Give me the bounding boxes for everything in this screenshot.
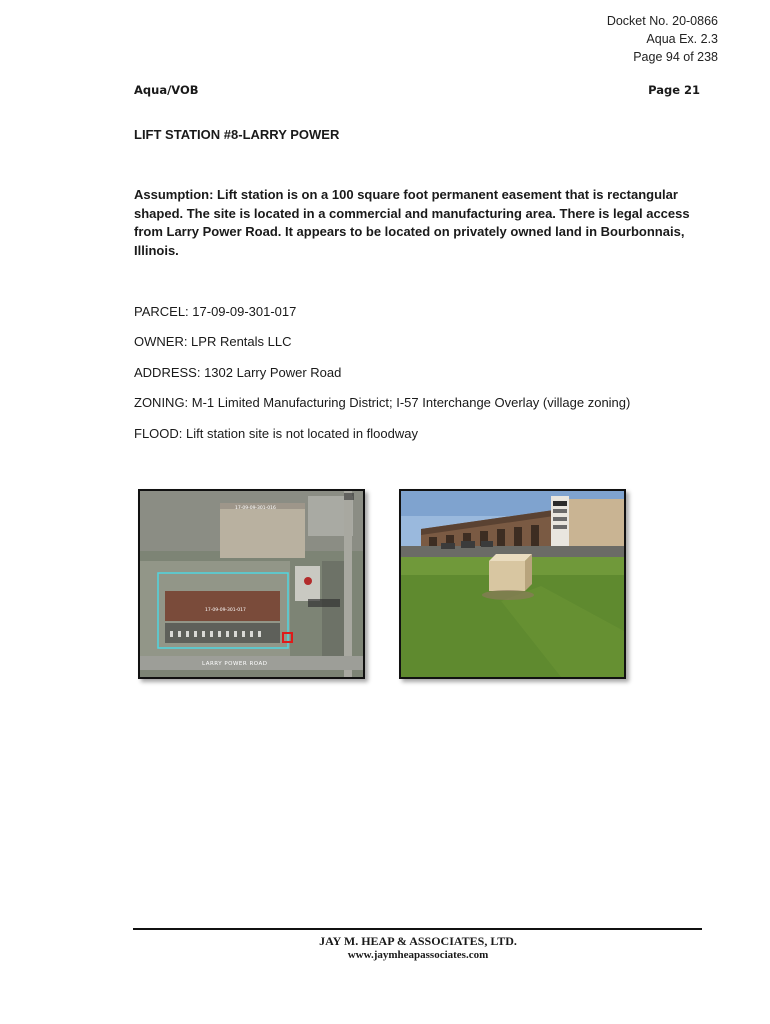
aerial-map-image <box>138 489 365 679</box>
footer-divider <box>133 928 702 930</box>
owner-field: OWNER: LPR Rentals LLC <box>134 334 292 349</box>
parcel-field: PARCEL: 17-09-09-301-017 <box>134 304 297 319</box>
flood-field: FLOOD: Lift station site is not located in floodway <box>134 426 418 441</box>
report-page-number: Page 21 <box>648 83 700 97</box>
docket-page-number: Page 94 of 238 <box>633 50 718 64</box>
docket-block <box>607 12 718 66</box>
aerial-label-road: LARRY POWER ROAD <box>202 661 268 667</box>
docket-number: Docket No. 20-0866 <box>606 14 718 28</box>
aerial-map-drawing <box>140 491 363 677</box>
lift-station-photo-drawing <box>401 491 624 677</box>
footer-website: www.jaymheapassociates.com <box>347 949 489 961</box>
lift-station-photo <box>399 489 626 679</box>
section-title: LIFT STATION #8-LARRY POWER <box>134 127 340 142</box>
assumption-paragraph: Assumption: Lift station is on a 100 square foot permanent easement that is rectangular shaped. The site is located in a commercial and manufacturing area. There is legal access from Larry Power Road. It appears to be located on privately owned land in Bourbonnais, Illinois. <box>134 187 690 258</box>
aerial-label-parcel-016: 17-09-09-301-016 <box>235 506 276 511</box>
report-header-left: Aqua/VOB <box>134 83 199 97</box>
zoning-field: ZONING: M-1 Limited Manufacturing District; I-57 Interchange Overlay (village zoning) <box>134 395 631 410</box>
exhibit-number: Aqua Ex. 2.3 <box>646 32 718 46</box>
footer-company-name: JAY M. HEAP & ASSOCIATES, LTD. <box>319 934 517 948</box>
address-field: ADDRESS: 1302 Larry Power Road <box>134 365 342 380</box>
aerial-label-parcel-017: 17-09-09-301-017 <box>205 608 246 613</box>
